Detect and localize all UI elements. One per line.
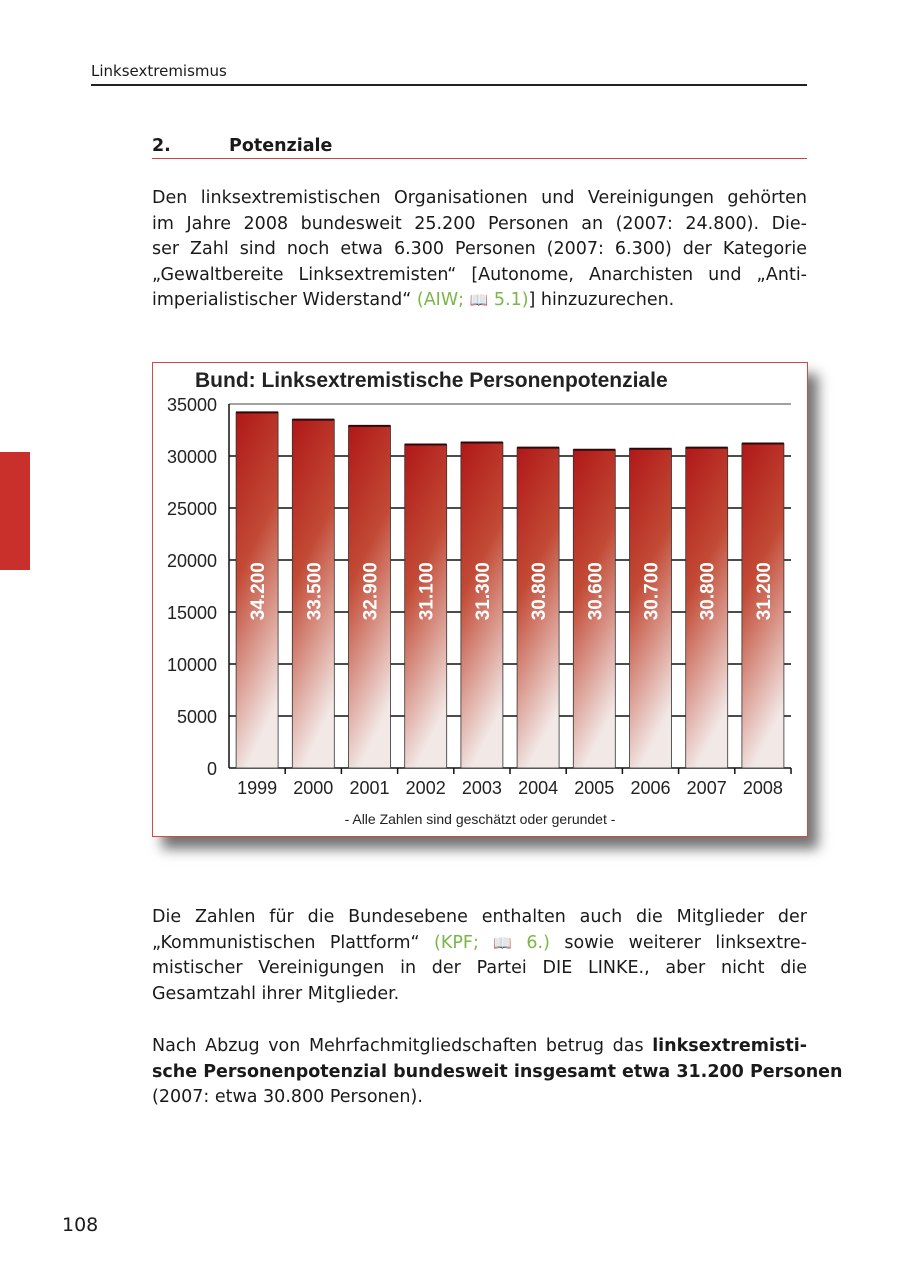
y-tick-label: 30000 (166, 447, 217, 467)
data-label: 31.300 (472, 562, 494, 621)
data-label: 33.500 (304, 562, 326, 621)
running-header: Linksextremismus (91, 62, 227, 80)
link-text: (AIW; (416, 290, 470, 310)
x-tick-label: 2000 (293, 778, 334, 798)
text: „Kommunistischen Plattform“ (152, 932, 435, 953)
paragraph-1 (152, 186, 807, 314)
y-tick-label: 25000 (166, 499, 217, 519)
data-label: 32.900 (360, 562, 382, 621)
section-number: 2. (152, 136, 171, 156)
link-ref: 6.) (526, 932, 550, 953)
cross-reference-link[interactable] (417, 290, 529, 310)
data-label: 30.800 (529, 562, 551, 621)
section-heading (152, 136, 807, 159)
x-tick-label: 2007 (686, 778, 727, 798)
text: imperialistischer Widerstand“ (152, 290, 417, 310)
text-line: Den linksextremistischen Organisationen und Vereinigungen gehörten (152, 188, 807, 208)
y-tick-label: 10000 (166, 655, 217, 675)
x-tick-label: 2001 (349, 778, 390, 798)
chart-footnote: - Alle Zahlen sind geschätzt oder gerundet - (344, 811, 616, 827)
paragraph-3 (152, 1034, 843, 1111)
text-line: Die Zahlen für die Bundesebene enthalten auch die Mitglieder der (152, 907, 807, 927)
link-text: (KPF; (434, 932, 494, 953)
bold-text: sche Personenpotenzial bundesweit insgesamt etwa 31.200 Personen (152, 1061, 843, 1082)
text-line: Gesamtzahl ihrer Mitglieder. (152, 983, 400, 1004)
x-tick-label: 2005 (574, 778, 615, 798)
text-line: „Gewaltbereite Linksextremisten“ [Autonome, Anarchisten und „Anti- (152, 264, 807, 285)
chapter-tab (0, 452, 30, 570)
text: ] hinzuzurechen. (528, 290, 675, 310)
y-tick-label: 5000 (176, 707, 217, 727)
link-ref: 5.1) (493, 290, 529, 310)
data-label: 31.100 (416, 562, 438, 621)
section-title: Potenziale (229, 136, 333, 156)
text: Nach Abzug von Mehrfachmitgliedschaften betrug das (152, 1036, 653, 1056)
bold-text: linksextremisti- (652, 1036, 807, 1056)
x-tick-label: 2008 (742, 778, 783, 798)
text-line (152, 931, 807, 957)
text-line: im Jahre 2008 bundesweit 25.200 Personen an (2007: 24.800). Die- (152, 213, 807, 234)
x-tick-label: 1999 (237, 778, 278, 798)
bar-chart (153, 363, 807, 836)
header-rule (91, 84, 807, 86)
text-line: mistischer Vereinigungen in der Partei DIE LINKE., aber nicht die (152, 958, 807, 978)
text: sowie weiterer linksextre- (549, 932, 807, 953)
data-label: 30.800 (697, 562, 719, 621)
text-line: ser Zahl sind noch etwa 6.300 Personen (2007: 6.300) der Kategorie (152, 239, 807, 259)
x-tick-label: 2003 (461, 778, 502, 798)
chart-container (152, 362, 808, 837)
cross-reference-link[interactable] (434, 933, 550, 953)
text-line (152, 1034, 807, 1060)
x-tick-label: 2006 (630, 778, 671, 798)
y-tick-label: 20000 (166, 551, 217, 571)
y-tick-label: 35000 (166, 395, 217, 415)
text-line: (2007: etwa 30.800 Personen). (152, 1087, 423, 1107)
data-label: 31.200 (753, 562, 775, 621)
x-tick-label: 2004 (518, 778, 559, 798)
page-number: 108 (62, 1214, 99, 1236)
y-tick-label: 15000 (166, 603, 217, 623)
text-line (152, 1060, 843, 1086)
y-tick-label: 0 (206, 759, 217, 779)
data-label: 34.200 (248, 562, 270, 621)
data-label: 30.600 (585, 562, 607, 621)
book-icon: 📖 (469, 291, 489, 309)
data-label: 30.700 (641, 562, 663, 621)
book-icon: 📖 (493, 933, 512, 952)
paragraph-2 (152, 905, 807, 1007)
x-tick-label: 2002 (405, 778, 446, 798)
chart-title: Bund: Linksextremistische Personenpotenziale (195, 369, 668, 392)
text-line (152, 288, 807, 314)
